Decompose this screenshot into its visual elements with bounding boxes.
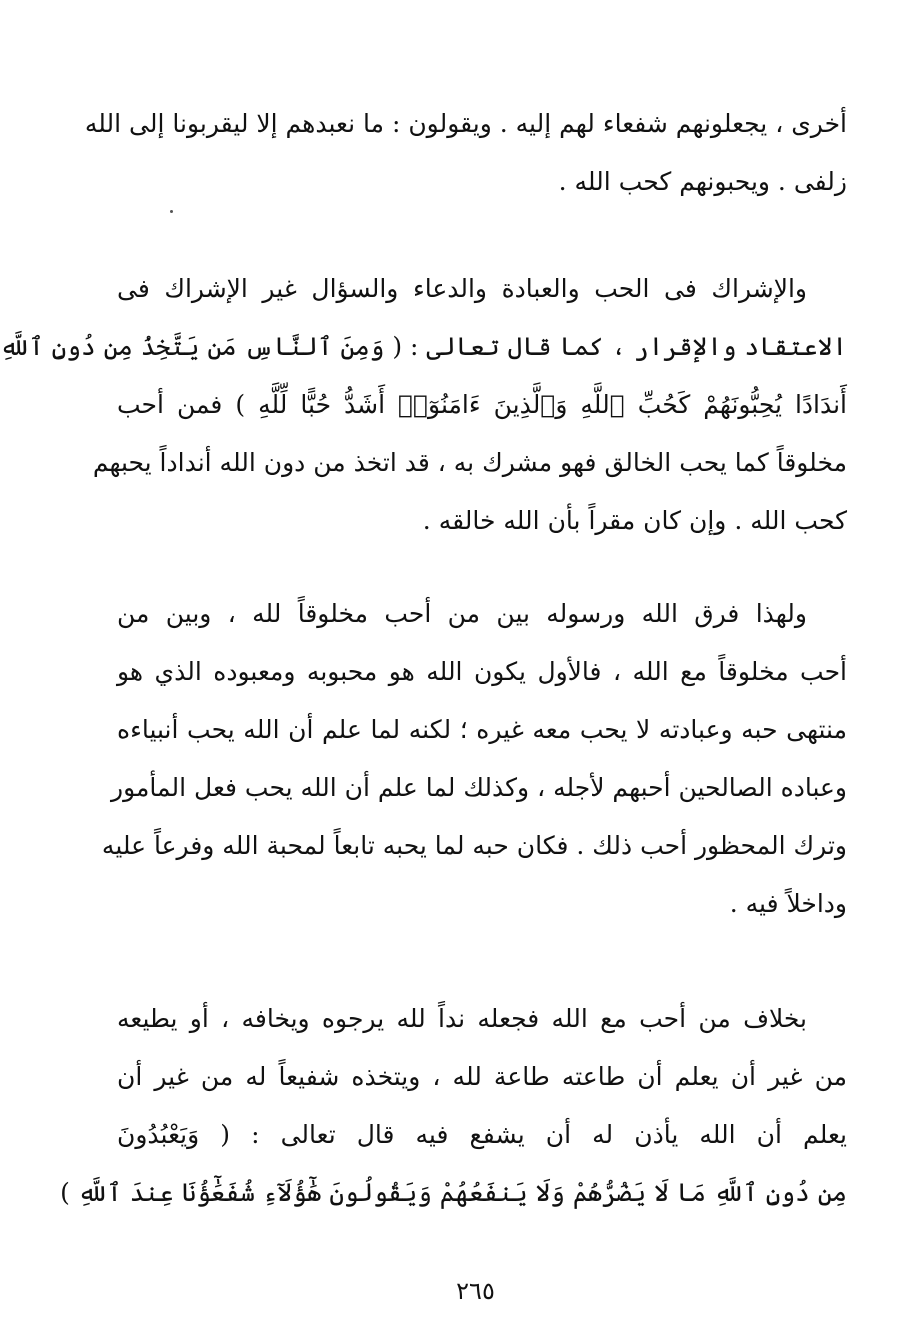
text-line: ولهذا فرق الله ورسوله بين من أحب مخلوقاً لله ، وبين من	[117, 599, 807, 628]
text-line: وداخلاً فيه .	[729, 889, 847, 918]
text-line: من غير أن يعلم أن طاعته طاعة لله ، ويتخذه شفيعاً له من غير أن	[117, 1062, 847, 1091]
paragraph-3	[101, 585, 847, 933]
text-line: أخرى ، يجعلونهم شفعاء لهم إليه . ويقولون : ما نعبدهم إلا ليقربونا إلى الله	[84, 109, 847, 138]
text-line: وترك المحظور أحب ذلك . فكان حبه لما يحبه تابعاً لمحبة الله وفرعاً عليه	[101, 831, 847, 860]
text-line: أَندَادًا يُحِبُّونَهُمْ كَحُبِّ ٱللَّهِ وَٱلَّذِينَ ءَامَنُوٓا۟ أَشَدُّ حُبًّا لِّلَّهِ ) فمن أحب	[117, 390, 847, 419]
text-line: يعلم أن الله يأذن له أن يشفع فيه قال تعالى : ( وَيَعْبُدُونَ	[117, 1120, 847, 1149]
page-number: ٢٦٥	[456, 1277, 495, 1305]
text-line: والإشراك فى الحب والعبادة والدعاء والسؤال غير الإشراك فى	[117, 274, 807, 303]
text-line: مِن دُونِ ٱللَّهِ مَا لَا يَضُرُّهُمْ وَلَا يَنفَعُهُمْ وَيَقُولُونَ هَٰٓؤُلَآءِ شُفَعَٰٓؤُنَا عِندَ ٱللَّهِ )	[60, 1178, 847, 1207]
text-line: أحب مخلوقاً مع الله ، فالأول يكون الله هو محبوبه ومعبوده الذي هو	[117, 657, 847, 686]
text-line: بخلاف من أحب مع الله فجعله نداً لله يرجوه ويخافه ، أو يطيعه	[117, 1004, 807, 1033]
paragraph-1	[84, 95, 847, 211]
text-line: منتهى حبه وعبادته لا يحب معه غيره ؛ لكنه لما علم أن الله يحب أنبياءه	[117, 715, 847, 744]
paragraph-4	[60, 990, 847, 1222]
text-line: زلفى . ويحبونهم كحب الله .	[558, 167, 847, 196]
text-line: كحب الله . وإن كان مقراً بأن الله خالقه .	[422, 506, 847, 535]
text-line: وعباده الصالحين أحبهم لأجله ، وكذلك لما علم أن الله يحب فعل المأمور	[111, 773, 847, 802]
text-line: الاعتقاد والإقرار ، كما قال تعالى : ( وَمِنَ ٱلنَّاسِ مَن يَتَّخِذُ مِن دُونِ ٱللَّهِ	[0, 332, 847, 361]
page-body	[0, 95, 847, 1275]
text-line: مخلوقاً كما يحب الخالق فهو مشرك به ، قد اتخذ من دون الله أنداداً يحبهم	[92, 448, 847, 477]
paragraph-2	[0, 260, 847, 550]
